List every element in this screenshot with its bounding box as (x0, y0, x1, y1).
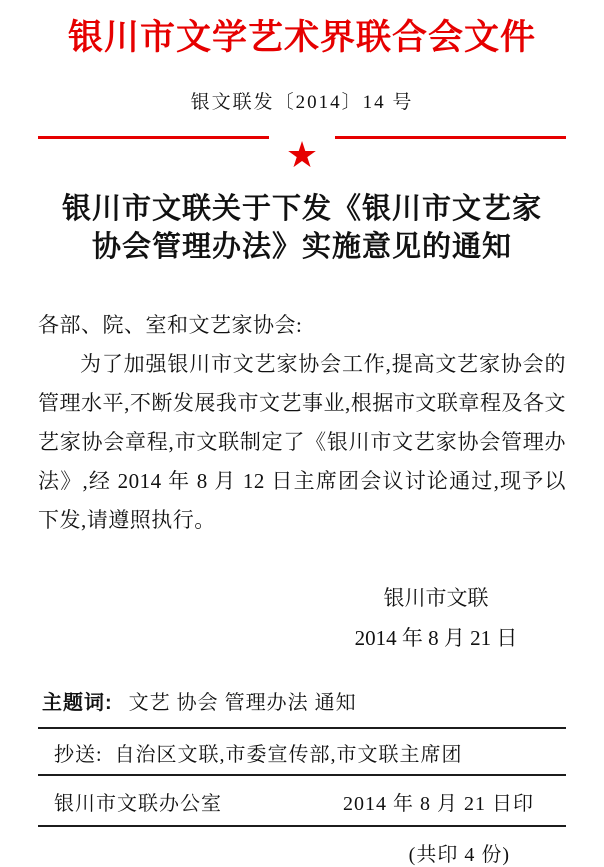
cc-value: 自治区文联,市委宣传部,市文联主席团 (114, 744, 463, 766)
star-icon: ★ (285, 135, 319, 176)
document-footer (38, 682, 566, 867)
signature-org: 银川市文联 (383, 586, 489, 610)
topic-keywords: 文艺 协会 管理办法 通知 (128, 692, 357, 714)
cc-row (38, 729, 566, 774)
document-body (38, 306, 566, 540)
topic-row (38, 682, 566, 727)
document-title-line-1: 银川市文联关于下发《银川市文艺家 (61, 193, 542, 225)
cc-label: 抄送: (54, 744, 103, 766)
letterhead-org-title: 银川市文学艺术界联合会文件 (67, 18, 536, 57)
office-row (38, 776, 566, 825)
red-rule-right-segment (335, 136, 566, 139)
signature-block (336, 578, 536, 658)
salutation: 各部、院、室和文艺家协会: (38, 313, 303, 337)
document-title-line-2: 协会管理办法》实施意见的通知 (91, 231, 512, 263)
document-title (38, 190, 566, 266)
copies-count: (共印 4 份) (408, 844, 510, 866)
body-paragraph: 为了加强银川市文艺家协会工作,提高文艺家协会的管理水平,不断发展我市文艺事业,根据市文联章程及各文艺家协会章程,市文联制定了《银川市文艺家协会管理办法》,经 2014 年 8 月 12 日主席团会议讨论通过,现予以下发,请遵照执行。 (38, 352, 566, 532)
signature-date: 2014 年 8 月 21 日 (354, 626, 518, 650)
red-rule-left-segment (38, 136, 269, 139)
topic-label: 主题词: (42, 692, 113, 714)
document-number: 银文联发〔2014〕14 号 (190, 92, 414, 113)
red-separator (38, 136, 566, 176)
issuing-office: 银川市文联办公室 (54, 793, 222, 815)
print-date: 2014 年 8 月 21 日印 (343, 793, 534, 815)
